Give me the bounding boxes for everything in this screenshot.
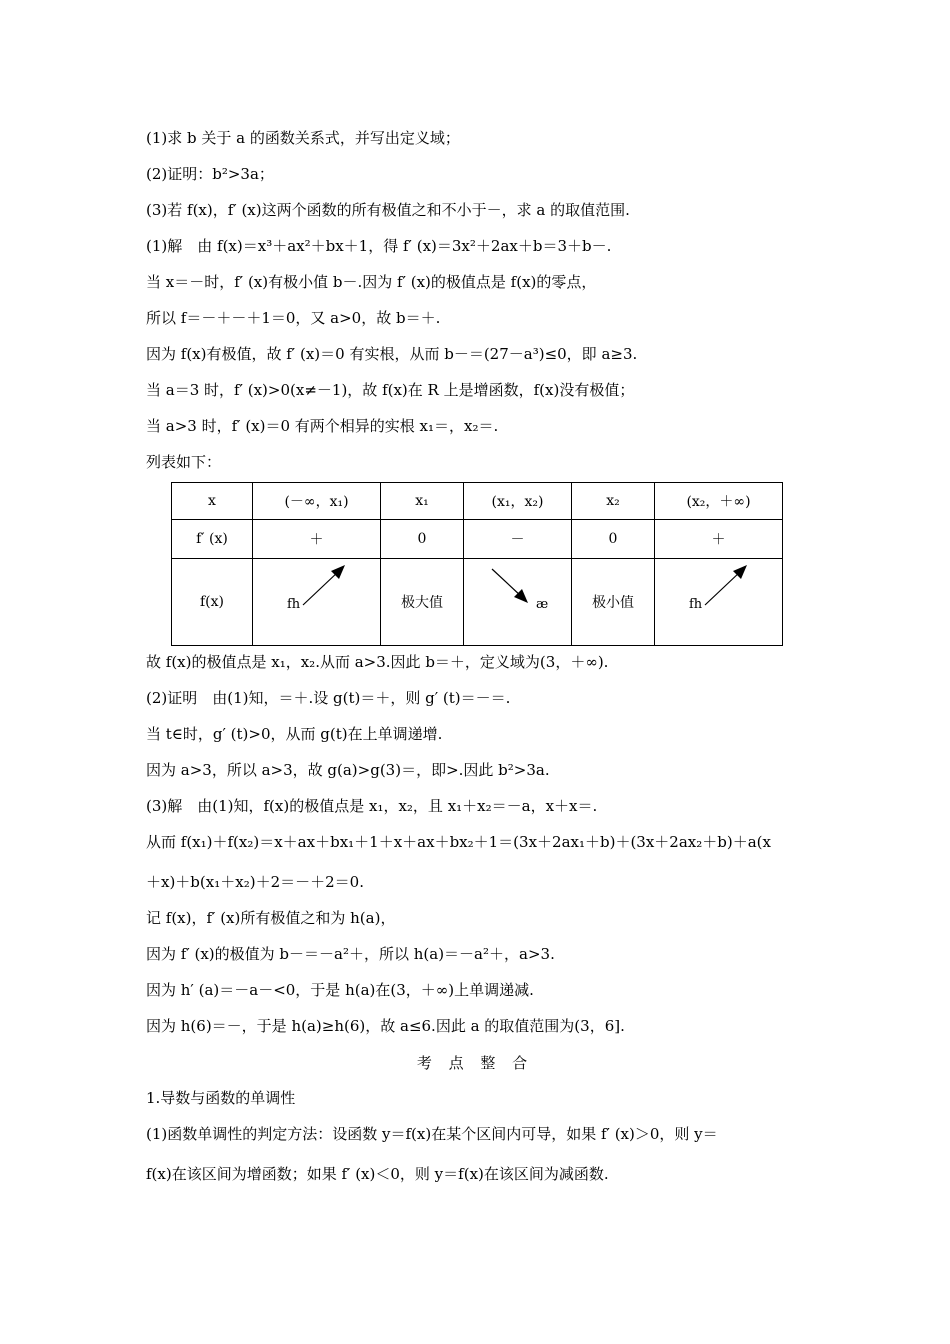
question-part-3: (3)若 f(x)，f′ (x)这两个函数的所有极值之和不小于－，求 a 的取值范围. (146, 201, 630, 219)
table-cell: (x₁，x₂) (464, 483, 572, 520)
solution-line: 当 t∈时，g′ (t)>0，从而 g(t)在上单调递增. (146, 725, 443, 743)
solution-line: 从而 f(x₁)＋f(x₂)＝x＋ax＋bx₁＋1＋x＋ax＋bx₂＋1＝(3x＋2ax₁＋b)＋(3x＋2ax₂＋b)＋a(x (146, 833, 771, 851)
section-title: 考 点 整 合 (416, 1054, 534, 1072)
question-part-2: (2)证明：b²>3a； (146, 165, 274, 183)
increasing-cell (655, 559, 783, 646)
solution-line: (3)解 由(1)知，f(x)的极值点是 x₁，x₂，且 x₁＋x₂＝－a，x＋x＝. (146, 797, 598, 815)
solution-line: 所以 f＝－＋－＋1＝0，又 a>0，故 b＝＋. (146, 309, 441, 327)
glyph-label: fh (689, 597, 703, 612)
increasing-cell (253, 559, 381, 646)
table-cell: ＋ (253, 520, 381, 559)
table-cell: － (464, 520, 572, 559)
table-cell: ＋ (655, 520, 783, 559)
up-arrow-icon (253, 559, 380, 645)
table-function-row (172, 559, 783, 646)
table-cell: 0 (381, 520, 464, 559)
decreasing-cell (464, 559, 572, 646)
table-cell: 0 (572, 520, 655, 559)
glyph-label: æ (536, 597, 549, 612)
solution-line: 因为 f(x)有极值，故 f′ (x)＝0 有实根，从而 b－＝(27－a³)≤0，即 a≥3. (146, 345, 638, 363)
solution-line: 当 x＝－时，f′ (x)有极小值 b－.因为 f′ (x)的极值点是 f(x)的零点， (146, 273, 597, 291)
table-header-row (172, 483, 783, 520)
down-arrow-icon (464, 559, 571, 645)
table-cell: 极小值 (572, 559, 655, 646)
solution-line: 因为 h(6)＝－，于是 h(a)≥h(6)，故 a≤6.因此 a 的取值范围为(3，6]. (146, 1017, 625, 1035)
solution-line: ＋x)＋b(x₁＋x₂)＋2＝－＋2＝0. (146, 873, 364, 891)
table-cell: x₂ (572, 483, 655, 520)
table-cell: (x₂，＋∞) (655, 483, 783, 520)
solution-line: 故 f(x)的极值点是 x₁，x₂.从而 a>3.因此 b＝＋，定义域为(3，＋∞). (146, 653, 609, 671)
solution-line: 当 a>3 时，f′ (x)＝0 有两个相异的实根 x₁＝，x₂＝. (146, 417, 499, 435)
table-cell: f(x) (172, 559, 253, 646)
question-part-1: (1)求 b 关于 a 的函数关系式，并写出定义域； (146, 129, 460, 147)
solution-line: (1)解 由 f(x)＝x³＋ax²＋bx＋1，得 f′ (x)＝3x²＋2ax＋b＝3＋b－. (146, 237, 612, 255)
table-intro: 列表如下： (146, 453, 222, 471)
up-arrow-icon (655, 559, 782, 645)
solution-line: 因为 a>3，所以 a>3，故 g(a)>g(3)＝，即>.因此 b²>3a. (146, 761, 550, 779)
table-cell: x (172, 483, 253, 520)
table-derivative-row (172, 520, 783, 559)
table-cell: (－∞，x₁) (253, 483, 381, 520)
sign-table (171, 482, 783, 646)
solution-line: (2)证明 由(1)知，＝＋.设 g(t)＝＋，则 g′ (t)＝－＝. (146, 689, 511, 707)
body-line: f(x)在该区间为增函数；如果 f′ (x)＜0，则 y＝f(x)在该区间为减函数. (146, 1165, 609, 1183)
table-cell: 极大值 (381, 559, 464, 646)
table-cell: f′ (x) (172, 520, 253, 559)
glyph-label: fh (287, 597, 301, 612)
table-cell: x₁ (381, 483, 464, 520)
section-heading: 1.导数与函数的单调性 (146, 1089, 296, 1107)
solution-line: 当 a＝3 时，f′ (x)>0(x≠－1)，故 f(x)在 R 上是增函数，f(x)没有极值； (146, 381, 635, 399)
body-line: (1)函数单调性的判定方法：设函数 y＝f(x)在某个区间内可导，如果 f′ (x)＞0，则 y＝ (146, 1125, 718, 1143)
solution-line: 因为 f′ (x)的极值为 b－＝－a²＋，所以 h(a)＝－a²＋，a>3. (146, 945, 555, 963)
solution-line: 因为 h′ (a)＝－a－<0，于是 h(a)在(3，＋∞)上单调递减. (146, 981, 534, 999)
solution-line: 记 f(x)，f′ (x)所有极值之和为 h(a)， (146, 909, 396, 927)
